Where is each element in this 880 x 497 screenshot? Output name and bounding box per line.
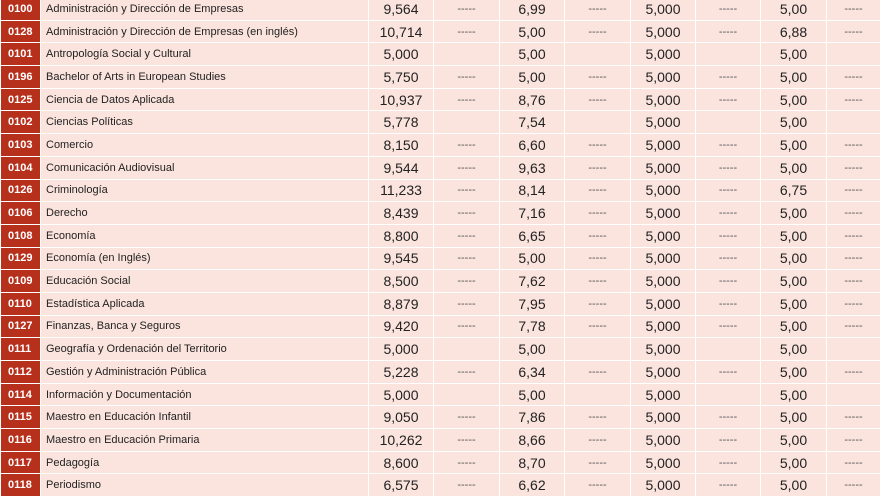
degree-code: 0126 [1,179,41,202]
grade-cell-1: 10,262 [369,429,434,452]
dash-cell-4: ----- [827,202,880,225]
dash-cell-3: ----- [696,451,761,474]
table-row [1,20,880,43]
dash-cell-3: ----- [696,247,761,270]
grade-cell-3: 5,000 [631,111,696,134]
degree-code: 0117 [1,451,41,474]
dash-cell-2: ----- [565,247,631,270]
grade-cell-4: 5,00 [761,383,827,406]
grade-cell-4: 6,88 [761,20,827,43]
table-row [1,134,880,157]
degree-name: Información y Documentación [41,383,369,406]
dash-cell-2: ----- [565,20,631,43]
dash-cell-4: ----- [827,270,880,293]
grade-cell-1: 9,050 [369,406,434,429]
dash-cell-4 [827,383,880,406]
dash-cell-4: ----- [827,292,880,315]
dash-cell-3: ----- [696,406,761,429]
dash-cell-2: ----- [565,315,631,338]
degree-code: 0100 [1,0,41,20]
dash-cell-3 [696,383,761,406]
grade-cell-1: 8,600 [369,451,434,474]
grade-cell-1: 5,228 [369,361,434,384]
degree-name: Economía [41,224,369,247]
table-row [1,429,880,452]
grade-cell-1: 9,420 [369,315,434,338]
grade-cell-4: 5,00 [761,88,827,111]
grade-cell-3: 5,000 [631,224,696,247]
grade-cell-3: 5,000 [631,429,696,452]
table-row [1,338,880,361]
grade-cell-2: 5,00 [500,43,565,66]
dash-cell-1: ----- [434,361,500,384]
grade-cell-2: 7,16 [500,202,565,225]
dash-cell-3: ----- [696,270,761,293]
degree-code: 0118 [1,474,41,497]
grade-cell-3: 5,000 [631,451,696,474]
dash-cell-4: ----- [827,179,880,202]
grade-cell-2: 7,78 [500,315,565,338]
grade-cell-3: 5,000 [631,406,696,429]
table-row [1,88,880,111]
grade-cell-3: 5,000 [631,66,696,89]
dash-cell-1: ----- [434,406,500,429]
dash-cell-1: ----- [434,0,500,20]
grade-cell-3: 5,000 [631,383,696,406]
grade-cell-2: 8,76 [500,88,565,111]
degree-name: Antropología Social y Cultural [41,43,369,66]
dash-cell-4 [827,111,880,134]
dash-cell-4: ----- [827,20,880,43]
grade-cell-3: 5,000 [631,202,696,225]
degree-code: 0103 [1,134,41,157]
dash-cell-1 [434,338,500,361]
dash-cell-2: ----- [565,134,631,157]
degree-code: 0112 [1,361,41,384]
grade-cell-2: 7,86 [500,406,565,429]
grade-cell-3: 5,000 [631,88,696,111]
dash-cell-1 [434,43,500,66]
dash-cell-4 [827,43,880,66]
grade-cell-1: 8,439 [369,202,434,225]
dash-cell-1: ----- [434,451,500,474]
degree-code: 0104 [1,156,41,179]
grade-cell-2: 9,63 [500,156,565,179]
dash-cell-3: ----- [696,474,761,497]
dash-cell-3 [696,338,761,361]
grade-cell-3: 5,000 [631,0,696,20]
dash-cell-4: ----- [827,429,880,452]
degree-name: Administración y Dirección de Empresas [41,0,369,20]
dash-cell-3: ----- [696,20,761,43]
dash-cell-4: ----- [827,0,880,20]
dash-cell-1: ----- [434,292,500,315]
degree-name: Estadística Aplicada [41,292,369,315]
grade-cell-4: 5,00 [761,292,827,315]
dash-cell-4: ----- [827,224,880,247]
table-row [1,156,880,179]
grade-cell-1: 9,545 [369,247,434,270]
grade-cell-3: 5,000 [631,292,696,315]
dash-cell-2: ----- [565,88,631,111]
degree-code: 0129 [1,247,41,270]
grade-cell-2: 6,34 [500,361,565,384]
table-row [1,0,880,20]
dash-cell-3: ----- [696,156,761,179]
dash-cell-2 [565,383,631,406]
grade-cell-1: 10,714 [369,20,434,43]
dash-cell-3: ----- [696,315,761,338]
dash-cell-4 [827,338,880,361]
grade-cell-1: 9,544 [369,156,434,179]
dash-cell-3: ----- [696,0,761,20]
dash-cell-4: ----- [827,156,880,179]
degree-code: 0106 [1,202,41,225]
grade-cell-2: 7,54 [500,111,565,134]
grade-cell-4: 5,00 [761,247,827,270]
dash-cell-4: ----- [827,474,880,497]
dash-cell-2: ----- [565,361,631,384]
dash-cell-2: ----- [565,0,631,20]
grade-cell-1: 6,575 [369,474,434,497]
dash-cell-1: ----- [434,224,500,247]
dash-cell-2 [565,338,631,361]
grade-cell-1: 5,778 [369,111,434,134]
grade-cell-4: 5,00 [761,474,827,497]
degree-code: 0127 [1,315,41,338]
dash-cell-3 [696,43,761,66]
dash-cell-1: ----- [434,474,500,497]
degree-name: Maestro en Educación Primaria [41,429,369,452]
grade-cell-4: 5,00 [761,361,827,384]
grade-cell-4: 5,00 [761,202,827,225]
dash-cell-1: ----- [434,66,500,89]
dash-cell-4: ----- [827,247,880,270]
grade-cell-4: 5,00 [761,315,827,338]
grade-cell-1: 5,750 [369,66,434,89]
degree-name: Ciencias Políticas [41,111,369,134]
table-row [1,270,880,293]
grade-cell-4: 5,00 [761,111,827,134]
dash-cell-1: ----- [434,202,500,225]
grade-cell-4: 5,00 [761,224,827,247]
degree-code: 0101 [1,43,41,66]
degree-code: 0111 [1,338,41,361]
grade-cell-3: 5,000 [631,315,696,338]
grade-cell-3: 5,000 [631,474,696,497]
dash-cell-1: ----- [434,20,500,43]
dash-cell-3: ----- [696,361,761,384]
grade-cell-2: 6,62 [500,474,565,497]
table-row [1,383,880,406]
grade-cell-4: 5,00 [761,451,827,474]
degree-name: Economía (en Inglés) [41,247,369,270]
grade-cell-4: 5,00 [761,429,827,452]
dash-cell-2: ----- [565,406,631,429]
dash-cell-2 [565,43,631,66]
dash-cell-1: ----- [434,247,500,270]
dash-cell-1: ----- [434,429,500,452]
degree-name: Derecho [41,202,369,225]
table-row [1,43,880,66]
grade-cell-2: 8,66 [500,429,565,452]
degree-name: Bachelor of Arts in European Studies [41,66,369,89]
grade-cell-4: 5,00 [761,338,827,361]
degree-name: Criminología [41,179,369,202]
grade-cell-3: 5,000 [631,270,696,293]
dash-cell-3: ----- [696,202,761,225]
table-body [1,0,880,497]
grade-cell-1: 8,150 [369,134,434,157]
grade-cell-3: 5,000 [631,43,696,66]
dash-cell-3: ----- [696,88,761,111]
grade-cell-3: 5,000 [631,20,696,43]
grade-cell-4: 5,00 [761,43,827,66]
dash-cell-1: ----- [434,134,500,157]
degree-name: Geografía y Ordenación del Territorio [41,338,369,361]
degree-name: Comercio [41,134,369,157]
dash-cell-4: ----- [827,451,880,474]
degree-code: 0102 [1,111,41,134]
grade-cell-3: 5,000 [631,247,696,270]
degree-name: Educación Social [41,270,369,293]
grade-cell-1: 8,500 [369,270,434,293]
degree-code: 0109 [1,270,41,293]
dash-cell-2: ----- [565,202,631,225]
dash-cell-4: ----- [827,66,880,89]
grade-cell-1: 5,000 [369,383,434,406]
grade-cell-1: 8,800 [369,224,434,247]
grade-cell-4: 5,00 [761,134,827,157]
degree-name: Finanzas, Banca y Seguros [41,315,369,338]
table-row [1,179,880,202]
grade-cell-2: 6,99 [500,0,565,20]
degree-name: Gestión y Administración Pública [41,361,369,384]
grade-cell-4: 5,00 [761,406,827,429]
grade-cell-1: 10,937 [369,88,434,111]
dash-cell-3: ----- [696,429,761,452]
table-row [1,247,880,270]
dash-cell-1: ----- [434,179,500,202]
grade-cell-3: 5,000 [631,361,696,384]
dash-cell-3: ----- [696,134,761,157]
degree-code: 0110 [1,292,41,315]
degree-code: 0115 [1,406,41,429]
table-row [1,66,880,89]
dash-cell-3: ----- [696,224,761,247]
grade-cell-2: 5,00 [500,383,565,406]
dash-cell-2: ----- [565,224,631,247]
dash-cell-4: ----- [827,134,880,157]
table-row [1,474,880,497]
dash-cell-4: ----- [827,315,880,338]
dash-cell-1: ----- [434,88,500,111]
table-row [1,315,880,338]
dash-cell-2: ----- [565,270,631,293]
grade-cell-4: 6,75 [761,179,827,202]
dash-cell-1 [434,111,500,134]
grade-cell-2: 7,62 [500,270,565,293]
grade-cell-1: 5,000 [369,338,434,361]
grade-cell-4: 5,00 [761,156,827,179]
grade-cell-2: 6,65 [500,224,565,247]
dash-cell-3: ----- [696,66,761,89]
degree-name: Administración y Dirección de Empresas (en inglés) [41,20,369,43]
degree-name: Maestro en Educación Infantil [41,406,369,429]
degree-code: 0125 [1,88,41,111]
grade-cell-2: 5,00 [500,66,565,89]
grade-cell-3: 5,000 [631,134,696,157]
grade-cell-4: 5,00 [761,66,827,89]
dash-cell-2: ----- [565,429,631,452]
dash-cell-1: ----- [434,270,500,293]
dash-cell-2: ----- [565,474,631,497]
table-row [1,361,880,384]
dash-cell-1: ----- [434,315,500,338]
grade-cell-3: 5,000 [631,338,696,361]
grade-cell-1: 11,233 [369,179,434,202]
grade-cell-3: 5,000 [631,179,696,202]
dash-cell-2: ----- [565,179,631,202]
grade-cell-1: 9,564 [369,0,434,20]
table-row [1,406,880,429]
table-row [1,202,880,225]
degree-code: 0196 [1,66,41,89]
degree-code: 0128 [1,20,41,43]
dash-cell-3 [696,111,761,134]
degree-name: Periodismo [41,474,369,497]
grade-cell-2: 5,00 [500,247,565,270]
dash-cell-4: ----- [827,88,880,111]
degree-name: Comunicación Audiovisual [41,156,369,179]
grade-cell-2: 8,70 [500,451,565,474]
table-row [1,451,880,474]
grade-cell-2: 5,00 [500,20,565,43]
grade-cell-1: 8,879 [369,292,434,315]
dash-cell-4: ----- [827,361,880,384]
grade-cell-3: 5,000 [631,156,696,179]
dash-cell-2: ----- [565,156,631,179]
degree-name: Ciencia de Datos Aplicada [41,88,369,111]
grade-cell-2: 7,95 [500,292,565,315]
dash-cell-1: ----- [434,156,500,179]
table-row [1,111,880,134]
dash-cell-2: ----- [565,66,631,89]
table-row [1,224,880,247]
table-row [1,292,880,315]
dash-cell-4: ----- [827,406,880,429]
grade-cell-4: 5,00 [761,0,827,20]
grade-cell-2: 6,60 [500,134,565,157]
degree-code: 0114 [1,383,41,406]
degree-code: 0108 [1,224,41,247]
grade-cell-4: 5,00 [761,270,827,293]
dash-cell-2 [565,111,631,134]
dash-cell-1 [434,383,500,406]
dash-cell-2: ----- [565,451,631,474]
grade-cell-2: 5,00 [500,338,565,361]
dash-cell-3: ----- [696,179,761,202]
degree-code: 0116 [1,429,41,452]
dash-cell-3: ----- [696,292,761,315]
degree-name: Pedagogía [41,451,369,474]
grade-cell-2: 8,14 [500,179,565,202]
grade-cell-1: 5,000 [369,43,434,66]
dash-cell-2: ----- [565,292,631,315]
